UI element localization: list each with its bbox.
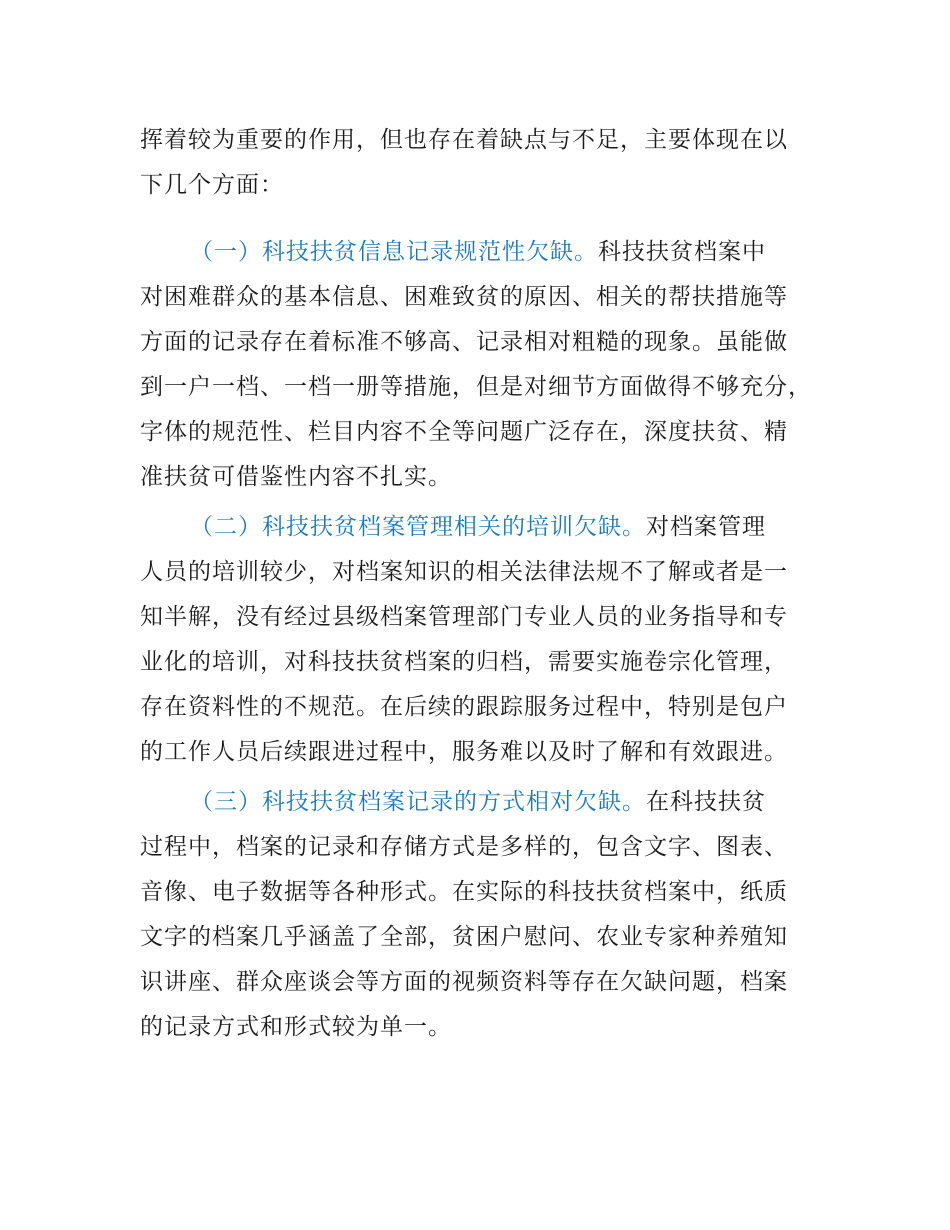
paragraph-line: 的记录方式和形式较为单一。 bbox=[140, 1014, 452, 1040]
paragraph-line: 到一户一档、一档一册等措施，但是对细节方面做得不够充分， bbox=[140, 374, 812, 400]
section-lead-text: 对档案管理 bbox=[646, 514, 766, 540]
paragraph-line: 准扶贫可借鉴性内容不扎实。 bbox=[140, 464, 452, 490]
paragraph-line: 知半解，没有经过县级档案管理部门专业人员的业务指导和专 bbox=[140, 604, 788, 630]
section-2-paragraph bbox=[140, 505, 840, 775]
paragraph-line: 挥着较为重要的作用，但也存在着缺点与不足，主要体现在以 bbox=[140, 127, 788, 153]
section-3-paragraph bbox=[140, 780, 840, 1050]
section-lead-text: 科技扶贫档案中 bbox=[598, 239, 766, 265]
paragraph-line: 音像、电子数据等各种形式。在实际的科技扶贫档案中，纸质 bbox=[140, 879, 788, 905]
paragraph-line: 人员的培训较少，对档案知识的相关法律法规不了解或者是一 bbox=[140, 559, 788, 585]
section-heading: （三）科技扶贫档案记录的方式相对欠缺。 bbox=[190, 789, 646, 815]
section-heading: （一）科技扶贫信息记录规范性欠缺。 bbox=[190, 239, 598, 265]
section-first-line bbox=[140, 505, 840, 550]
paragraph-line: 字体的规范性、栏目内容不全等问题广泛存在，深度扶贫、精 bbox=[140, 419, 788, 445]
paragraph-line: 对困难群众的基本信息、困难致贫的原因、相关的帮扶措施等 bbox=[140, 284, 788, 310]
paragraph-line: 识讲座、群众座谈会等方面的视频资料等存在欠缺问题，档案 bbox=[140, 969, 788, 995]
paragraph-line: 方面的记录存在着标准不够高、记录相对粗糙的现象。虽能做 bbox=[140, 329, 788, 355]
section-lead-text: 在科技扶贫 bbox=[646, 789, 766, 815]
section-1-paragraph bbox=[140, 230, 840, 500]
paragraph-line: 下几个方面： bbox=[140, 172, 284, 198]
paragraph-line: 文字的档案几乎涵盖了全部，贫困户慰问、农业专家种养殖知 bbox=[140, 924, 788, 950]
paragraph-line: 存在资料性的不规范。在后续的跟踪服务过程中，特别是包户 bbox=[140, 694, 788, 720]
paragraph-line: 业化的培训，对科技扶贫档案的归档，需要实施卷宗化管理， bbox=[140, 649, 788, 675]
section-first-line bbox=[140, 230, 840, 275]
section-first-line bbox=[140, 780, 840, 825]
paragraph-line: 的工作人员后续跟进过程中，服务难以及时了解和有效跟进。 bbox=[140, 739, 788, 765]
intro-paragraph bbox=[140, 118, 840, 208]
paragraph-line: 过程中，档案的记录和存储方式是多样的，包含文字、图表、 bbox=[140, 834, 788, 860]
section-heading: （二）科技扶贫档案管理相关的培训欠缺。 bbox=[190, 514, 646, 540]
